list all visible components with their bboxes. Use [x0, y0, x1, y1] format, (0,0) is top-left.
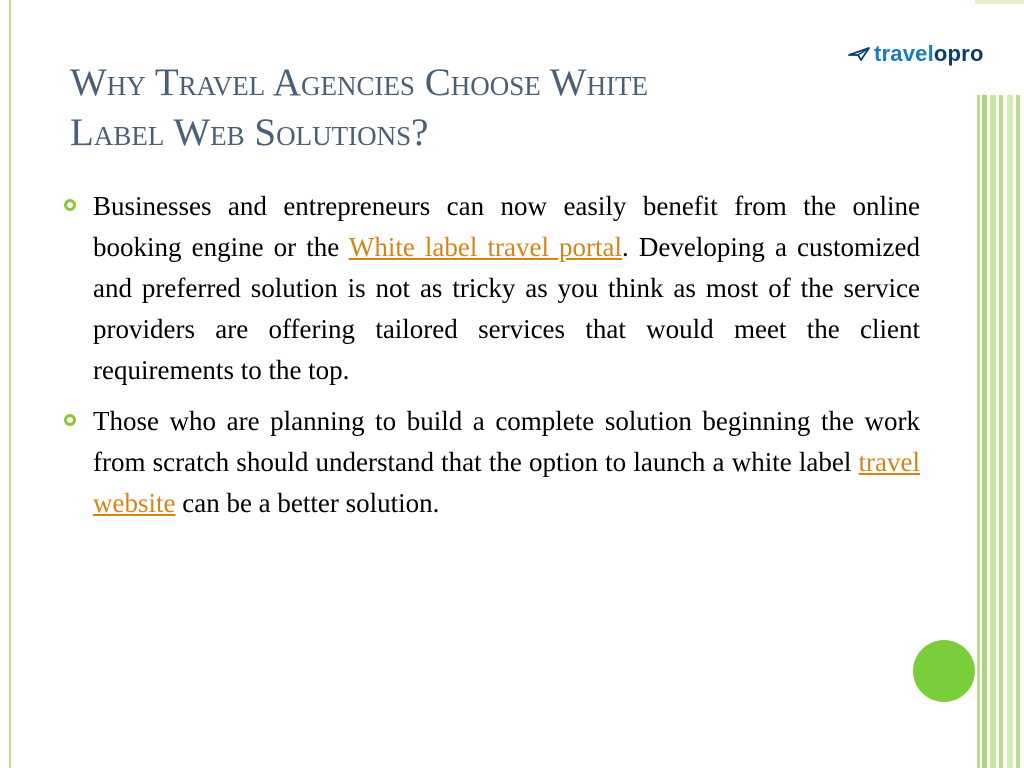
bullet-text: Those who are planning to build a complete solution beginning the work from scratch should understand that the option to launch a white label: [93, 406, 920, 477]
left-border-line: [9, 0, 11, 768]
decorative-green-circle: [913, 640, 975, 702]
slide-title-line-1: Why Travel Agencies Choose White: [70, 61, 649, 104]
bullet-text: can be a better solution.: [175, 488, 440, 518]
travelopro-logo: [848, 40, 984, 68]
right-stripe: [999, 95, 1003, 768]
right-stripe: [1007, 95, 1013, 768]
right-stripe: [1016, 95, 1020, 768]
white-label-travel-portal-link[interactable]: White label travel portal: [348, 232, 623, 262]
bullet-item: [64, 186, 920, 391]
bullet-text: Businesses and entrepreneurs can now easily benefit from the online booking engine or the: [93, 191, 920, 262]
logo-text-suffix: opro: [933, 41, 984, 66]
paper-plane-icon: [848, 46, 870, 62]
slide-title: [70, 58, 830, 158]
travel-website-link[interactable]: travel website: [93, 447, 920, 518]
right-stripe: [990, 95, 996, 768]
bullet-ring-icon: [64, 414, 76, 426]
bullet-item: [64, 401, 920, 524]
logo-text: [874, 41, 984, 67]
top-right-cap: [975, 0, 1024, 4]
right-stripe: [982, 95, 987, 768]
bullet-text: . Developing a customized and preferred solution is not as tricky as you think as most of the service providers are offering tailored services that would meet the client requirements to the top.: [93, 232, 921, 385]
right-stripe: [977, 95, 980, 768]
bullet-ring-icon: [64, 199, 76, 211]
logo-text-prefix: travel: [874, 41, 934, 66]
bullet-list: [64, 186, 920, 534]
slide-title-line-2: Label Web Solutions?: [70, 111, 429, 154]
